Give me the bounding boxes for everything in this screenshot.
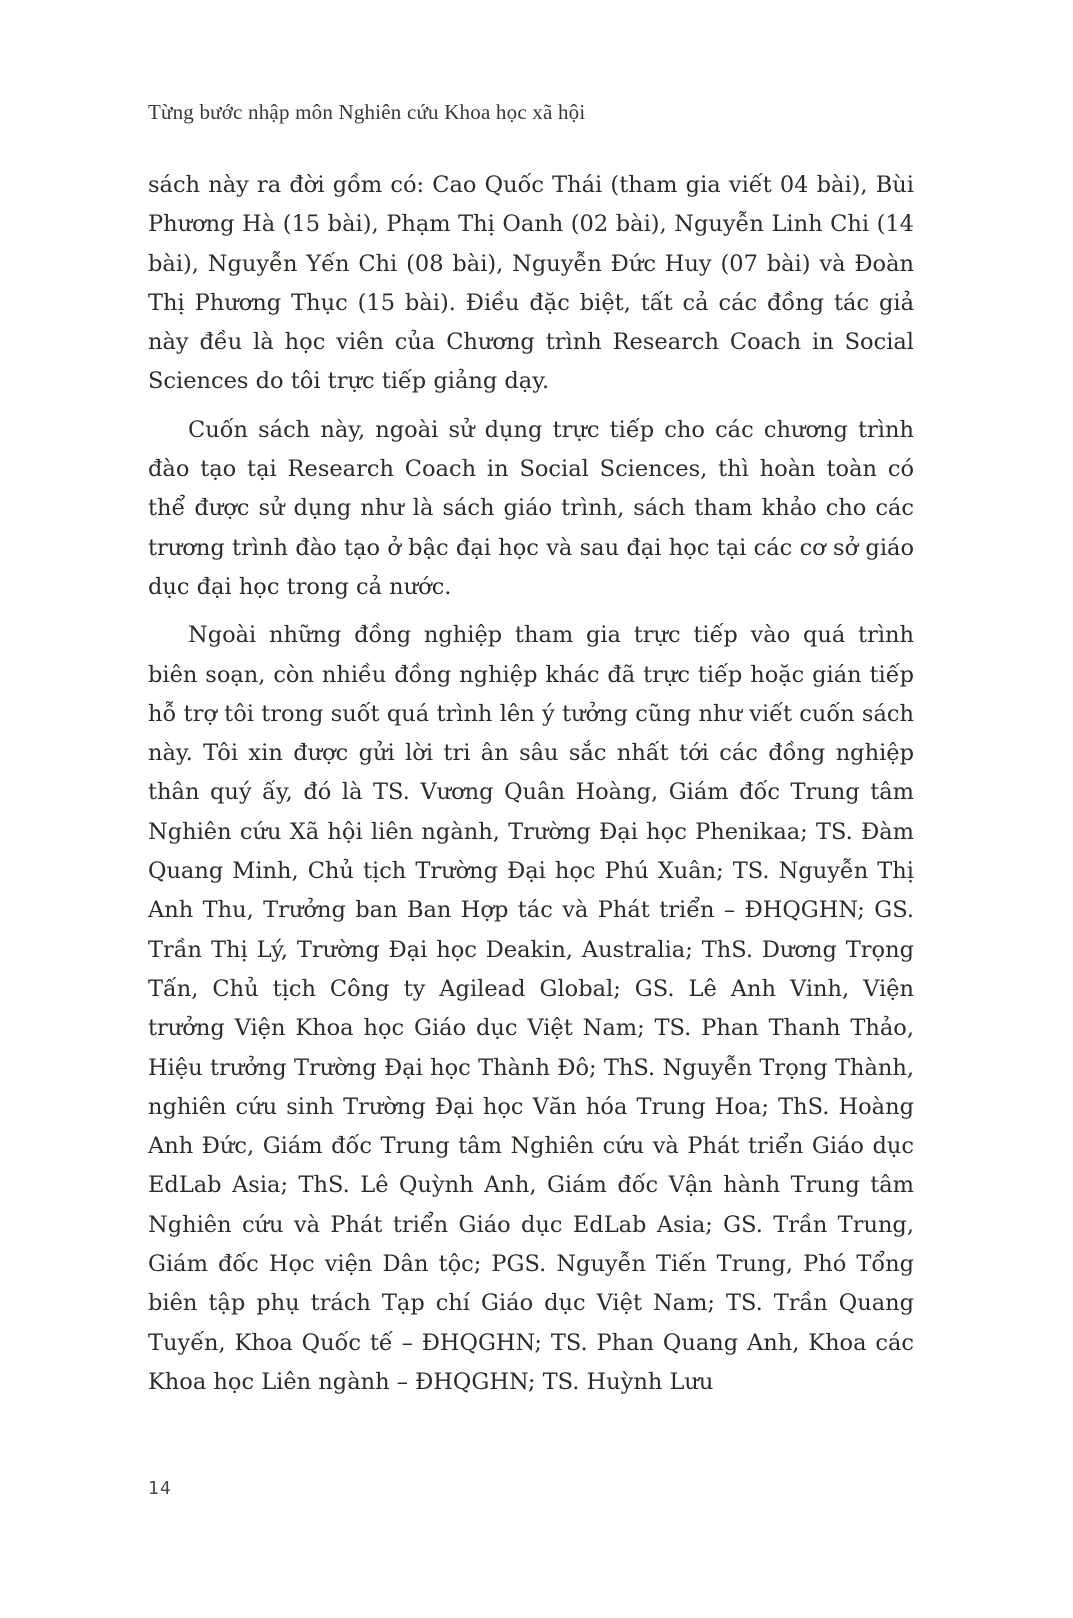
paragraph: Ngoài những đồng nghiệp tham gia trực tiếp vào quá trình biên soạn, còn nhiều đồng nghiệp khác đã trực tiếp hoặc gián tiếp hỗ trợ tôi trong suốt quá trình lên ý tưởng cũng như viết cuốn sách này. Tôi xin được gửi lời tri ân sâu sắc nhất tới các đồng nghiệp thân quý ấy, đó là TS. Vương Quân Hoàng, Giám đốc Trung tâm Nghiên cứu Xã hội liên ngành, Trường Đại học Phenikaa; TS. Đàm Quang Minh, Chủ tịch Trường Đại học Phú Xuân; TS. Nguyễn Thị Anh Thu, Trưởng ban Ban Hợp tác và Phát triển – ĐHQGHN; GS. Trần Thị Lý, Trường Đại học Deakin, Australia; ThS. Dương Trọng Tấn, Chủ tịch Công ty Agilead Global; GS. Lê Anh Vinh, Viện trưởng Viện Khoa học Giáo dục Việt Nam; TS. Phan Thanh Thảo, Hiệu trưởng Trường Đại học Thành Đô; ThS. Nguyễn Trọng Thành, nghiên cứu sinh Trường Đại học Văn hóa Trung Hoa; ThS. Hoàng Anh Đức, Giám đốc Trung tâm Nghiên cứu và Phát triển Giáo dục EdLab Asia; ThS. Lê Quỳnh Anh, Giám đốc Vận hành Trung tâm Nghiên cứu và Phát triển Giáo dục EdLab Asia; GS. Trần Trung, Giám đốc Học viện Dân tộc; PGS. Nguyễn Tiến Trung, Phó Tổng biên tập phụ trách Tạp chí Giáo dục Việt Nam; TS. Trần Quang Tuyến, Khoa Quốc tế – ĐHQGHN; TS. Phan Quang Anh, Khoa các Khoa học Liên ngành – ĐHQGHN; TS. Huỳnh Lưu bbox=[148, 622, 914, 1395]
paragraph: Cuốn sách này, ngoài sử dụng trực tiếp cho các chương trình đào tạo tại Research Coach in Social Sciences, thì hoàn toàn có thể được sử dụng như là sách giáo trình, sách tham khảo cho các trương trình đào tạo ở bậc đại học và sau đại học tại các cơ sở giáo dục đại học trong cả nước. bbox=[148, 416, 914, 600]
page-number: 14 bbox=[148, 1478, 172, 1499]
body-text bbox=[148, 166, 914, 1411]
paragraph-continued: sách này ra đời gồm có: Cao Quốc Thái (tham gia viết 04 bài), Bùi Phương Hà (15 bài), Phạm Thị Oanh (02 bài), Nguyễn Linh Chi (14 bài), Nguyễn Yến Chi (08 bài), Nguyễn Đức Huy (07 bài) và Đoàn Thị Phương Thục (15 bài). Điều đặc biệt, tất cả các đồng tác giả này đều là học viên của Chương trình Research Coach in Social Sciences do tôi trực tiếp giảng dạy. bbox=[148, 172, 914, 395]
running-header: Từng bước nhập môn Nghiên cứu Khoa học xã hội bbox=[148, 100, 586, 124]
